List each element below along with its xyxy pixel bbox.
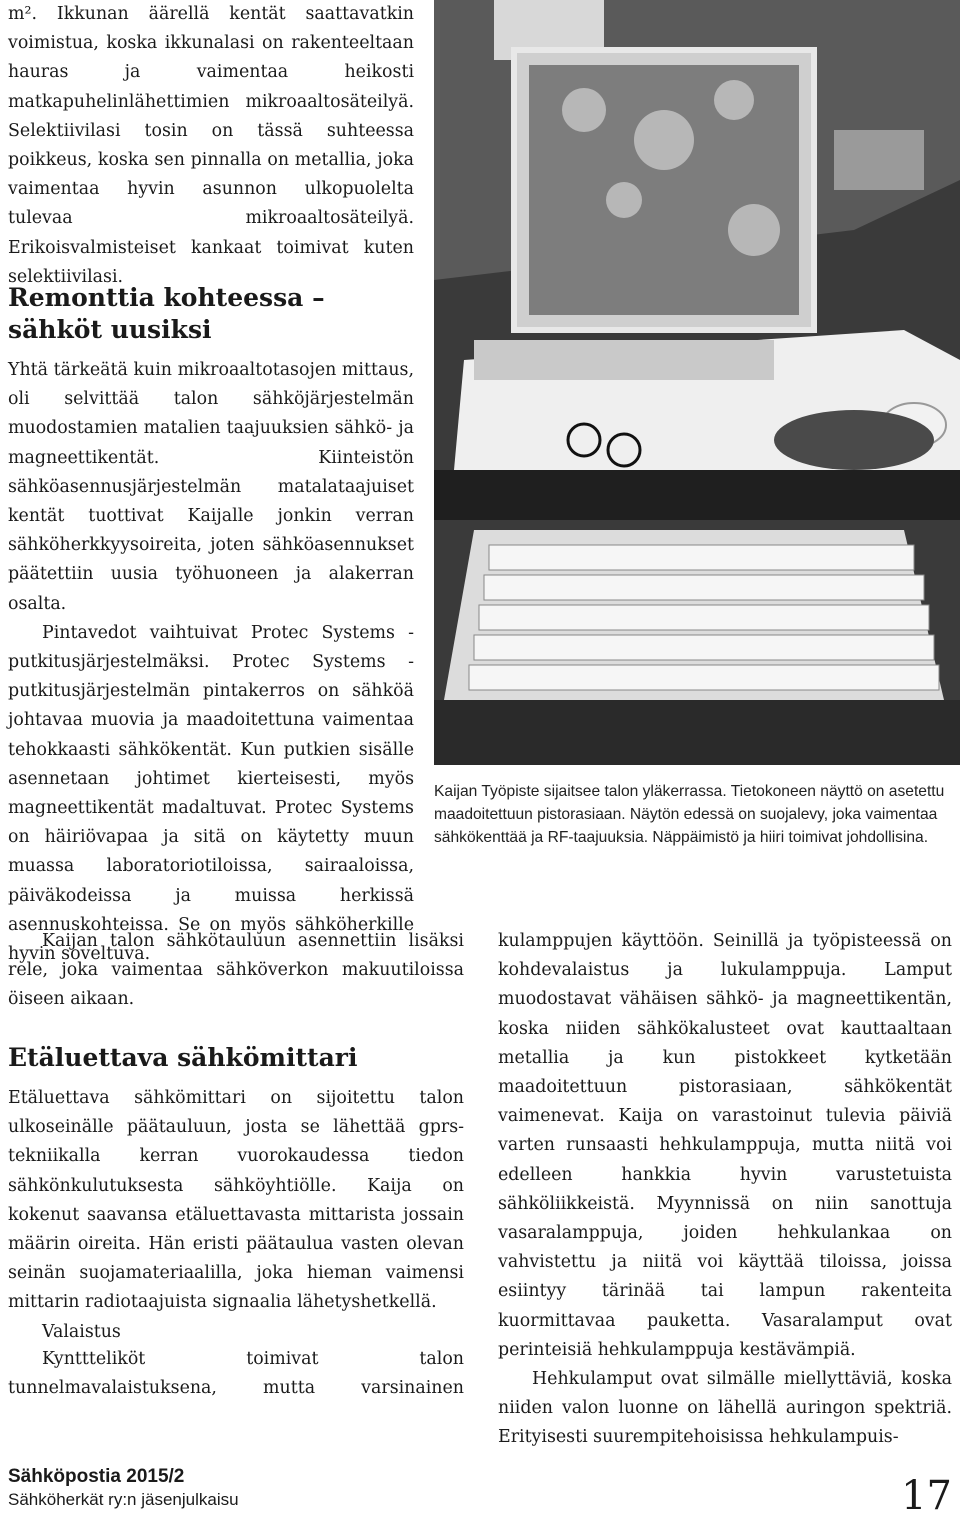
meter-body xyxy=(8,1084,464,1347)
lighting-body-left xyxy=(8,1345,464,1403)
section-heading-meter: Etäluettava sähkömittari xyxy=(8,1043,358,1072)
photo-caption: Kaijan Työpiste sijaitsee talon yläkerrassa. Tietokoneen näyttö on asetettu maadoitettuun pistorasiaan. Näytön edessä on suojalevy, joka vaimentaa sähkökenttää ja RF-taajuuksia. Näppäimistö ja hiiri toimivat johdollisina. xyxy=(434,783,945,847)
section-heading-renovation: Remonttia kohteessa – sähköt uusiksi xyxy=(8,283,325,344)
meter-paragraph-1: Etäluettava sähkömittari on sijoitettu talon ulkoseinälle päätauluun, josta se lähettää gprs-tekniikalla kerran vuorokaudessa tiedon sähkönkulutuksesta sähköyhtiölle. Kaija on kokenut saavansa etäluettavasta mittarista jossain määrin oireita. Hän eristi päätaulua vasten olevan seinän suojamateriaalilla, joka hieman vaimensi mittarin radiotaajuista signaalia lähetyshetkellä. xyxy=(8,1088,464,1313)
lighting-paragraph-3: Hehkulamput ovat silmälle miellyttäviä, koska niiden valon luonne on lähellä auringon spektriä. Erityisesti suurempitehoisissa hehkulampuis- xyxy=(498,1369,952,1448)
lighting-paragraph-continued: kulamppujen käyttöön. Seinillä ja työpisteessä on kohdevalaistus ja lukulamppuja. Lamput muodostavat vähäisen sähkö- ja magneettikentän, koska niiden sähkökalusteet ovat kauttaaltaan metallia ja kun pistokkeet kytketään maadoitettuun pistorasiaan, sähkökentät vaimenevat. Kaija on varastoinut tulevia päiviä varten runsaasti hehkulamppuja, mutta niitä voi edelleen hankkia hyvin varustetuista sähköliikkeistä. Myynnissä on niin sanottuja vasaralamppuja, joiden hehkulankaa on vahvistettu ja niitä voi käyttää tiloissa, joissa esiintyy tärinää tai lampun rakenteita kuormittavaa pauketta. Vasaralamput ovat perinteisiä hehkulamppuja kestävämpiä. xyxy=(498,931,952,1360)
lighting-subheading: Valaistus xyxy=(42,1321,121,1342)
lighting-paragraph-start: Kynttteliköt toimivat talon tunnelmavalaistuksena, mutta varsinainen xyxy=(8,1349,464,1399)
workstation-photo xyxy=(434,0,960,765)
renovation-paragraph-2: Pintavedot vaihtuivat Protec Systems -putkitusjärjestelmäksi. Protec Systems -putkitusjärjestelmän pintakerros on sähköä johtavaa muovia ja maadoitettuna vaimentaa tehokkaasti sähkökentät. Kun putkien sisälle asennetaan johtimet kierteisesti, myös magneettikentät madaltuvat. Protec Systems on häiriövapaa ja sitä on käytetty muun muassa laboratoriotiloissa, sairaaloissa, päiväkodeissa ja muissa herkissä asennuskohteissa. Se on myös sähköherkille hyvin soveltuva. xyxy=(8,622,414,965)
page-number: 17 xyxy=(901,1473,952,1519)
publication-subtitle: Sähköherkät ry:n jäsenjulkaisu xyxy=(8,1490,239,1509)
renovation-body xyxy=(8,356,414,969)
intro-paragraph: m². Ikkunan äärellä kentät saattavatkin voimistua, koska ikkunalasi on rakenteeltaan hauras ja vaimentaa heikosti matkapuhelinlähettimien mikroaaltosäteilyä. Selektiivilasi tosin on tässä suhteessa poikkeus, koska sen pinnalla on metallia, joka vaimentaa hyvin asunnon ulkopuolelta tulevaa mikroaaltosäteilyä. Erikoisvalmisteiset kankaat toimivat kuten selektiivilasi. xyxy=(8,4,414,287)
renovation-paragraph-3: Kaijan talon sähkötauluun asennettiin lisäksi rele, joka vaimentaa sähköverkon makuutiloissa öiseen aikaan. xyxy=(8,931,464,1010)
renovation-paragraph-1: Yhtä tärkeätä kuin mikroaaltotasojen mittaus, oli selvittää talon sähköjärjestelmän muodostamien matalien taajuuksien sähkö- ja magneettikentät. Kiinteistön sähköasennusjärjestelmän matalataajuiset kentät tuottivat Kaijalle jonkin verran sähköherkkyysoireita, joten sähköasennukset päätettiin uusia työhuoneen ja alakerran osalta. xyxy=(8,360,414,614)
relay-paragraph-box xyxy=(8,927,464,1015)
intro-column xyxy=(8,0,414,292)
lighting-body-right xyxy=(498,927,952,1453)
workstation-illustration xyxy=(434,0,960,765)
publication-title: Sähköpostia 2015/2 xyxy=(8,1466,185,1487)
